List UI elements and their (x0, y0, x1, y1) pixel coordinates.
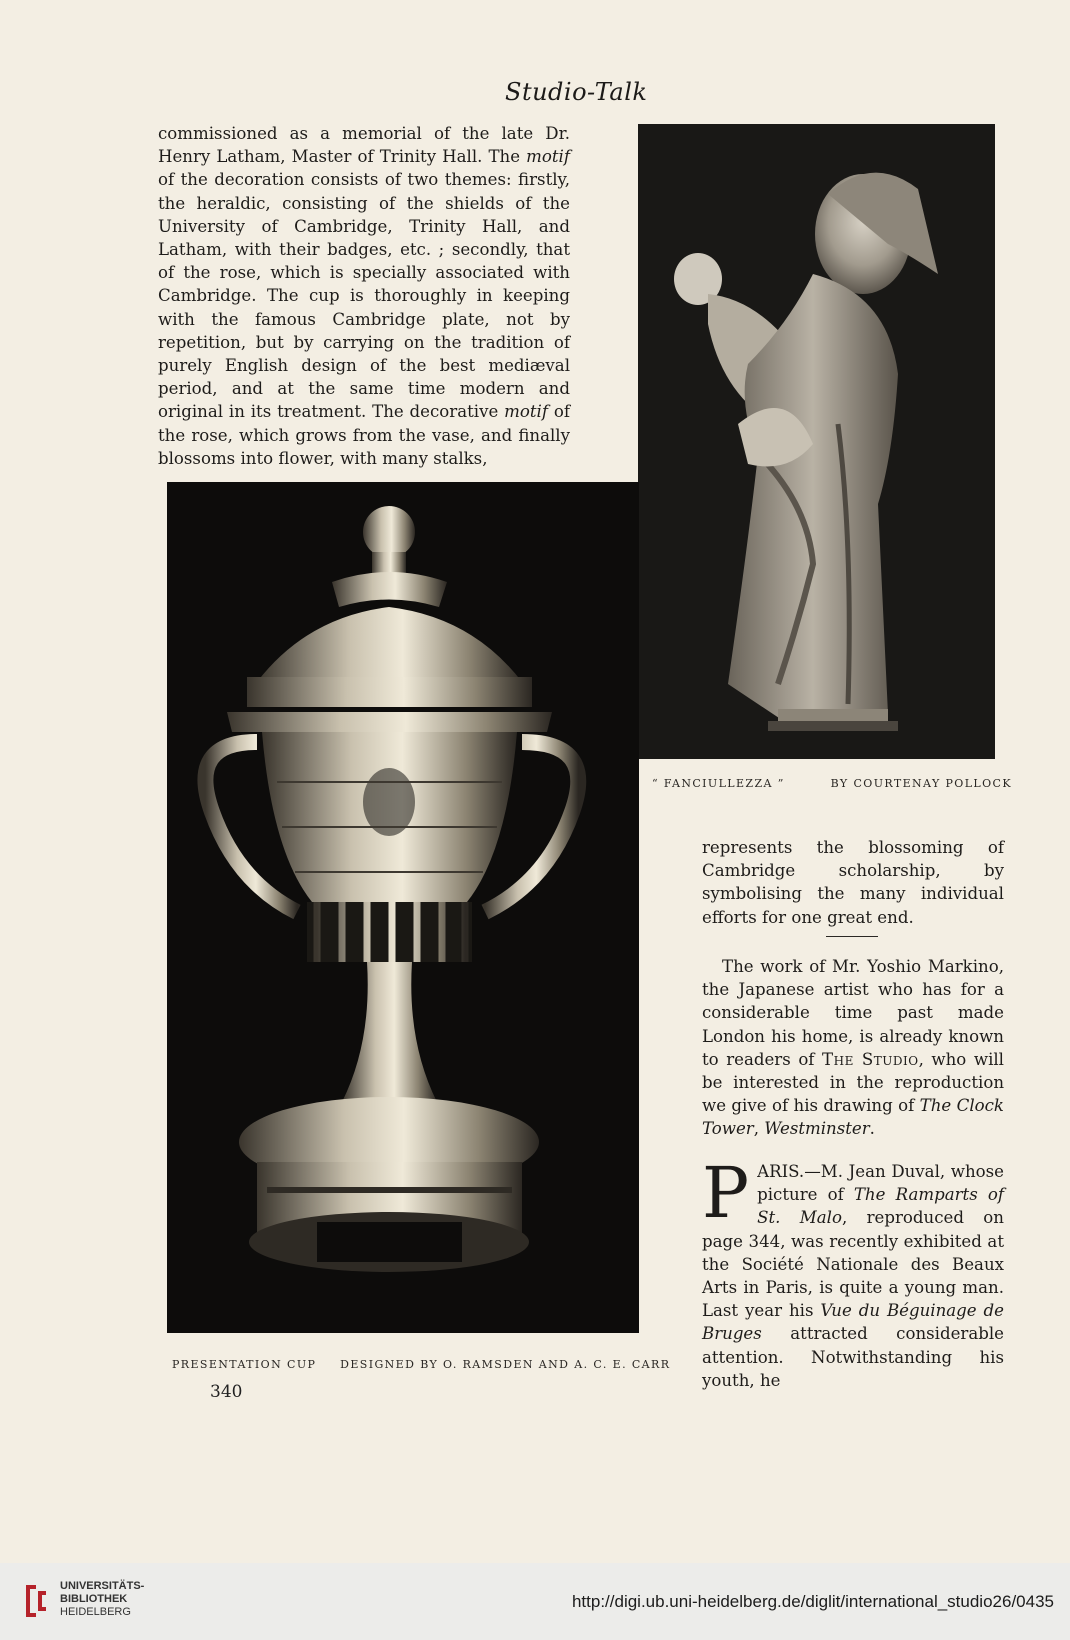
caption-fanciullezza-title: “ FANCIULLEZZA ” (652, 777, 785, 790)
text-column-right (702, 836, 1004, 929)
text-run: motif (526, 147, 570, 167)
photo-presentation-cup (167, 482, 639, 1333)
drop-cap: P (702, 1152, 750, 1234)
paragraph-memorial (158, 122, 570, 470)
caption-fanciullezza-credit: BY COURTENAY POLLOCK (830, 777, 1012, 790)
text-run: The work of Mr. Yoshio Markino, the Japanese artist who has for a considerable time past made London his home, is already known to readers of (702, 957, 1004, 1069)
paragraph-cambridge: represents the blossoming of Cambridge scholarship, by symbolising the many individual efforts for one great end. (702, 838, 1004, 927)
text-column-top-left (158, 122, 570, 470)
text-run: , reproduced on page 344, was recently exhibited at the Société Nationale des Beaux Arts in Paris, is quite a young man. Last year his (702, 1208, 1004, 1321)
text-run: The Clock Tower (702, 1096, 1004, 1139)
section-divider (826, 936, 878, 937)
paragraph-paris (702, 1152, 1004, 1392)
paragraph-markino (702, 955, 1004, 1141)
running-head: Studio-Talk (505, 78, 648, 106)
text-run: ARIS.—M. Jean Duval, whose picture of (757, 1162, 1004, 1205)
paragraph-markino-text (702, 955, 1004, 1141)
text-run: , (753, 1119, 765, 1139)
text-run: of the decoration consists of two themes: firstly, the heraldic, consisting of the shields of the University of Cambridge, Trinity Hall, and Latham, with their badges, etc. ; secondly, that of the rose, which is specially associated with Cambridge. The cup is thoroughly in keeping with the famous Cambridge plate, not by repetition, but by carrying on the tradition of purely English design of the best mediæval period, and at the same time modern and original in its treatment. The decorative (158, 170, 570, 422)
caption-cup-title: PRESENTATION CUP (172, 1358, 317, 1371)
caption-presentation-cup (172, 1358, 670, 1371)
text-run: of the rose, which grows from the vase, and finally blossoms into flower, with many stalks, (158, 402, 570, 468)
text-run: , who will be interested in the reproduction we give of his drawing of (702, 1049, 1004, 1116)
text-run: motif (504, 402, 548, 422)
caption-cup-credit: DESIGNED BY O. RAMSDEN AND A. C. E. CARR (340, 1358, 671, 1371)
paragraph-paris-text (702, 1152, 1004, 1392)
caption-fanciullezza (652, 777, 1012, 790)
page-number: 340 (210, 1382, 243, 1402)
text-run: attracted considerable attention. Notwithstanding his youth, he (702, 1324, 1004, 1390)
cup-illustration (167, 482, 639, 1333)
statue-illustration (638, 124, 995, 759)
text-run: The Ramparts of St. Malo (757, 1185, 1004, 1228)
text-run: . (869, 1119, 875, 1139)
source-url-link[interactable]: http://digi.ub.uni-heidelberg.de/diglit/international_studio26/0435 (571, 1592, 1054, 1611)
text-run: The Studio (822, 1049, 919, 1069)
text-run: Vue du Béguinage de Bruges (702, 1301, 1004, 1344)
library-footer (0, 1563, 1070, 1640)
photo-fanciullezza-statue (638, 124, 995, 759)
text-run: Westminster (764, 1119, 870, 1139)
text-run: commissioned as a memorial of the late Dr. Henry Latham, Master of Trinity Hall. The (158, 124, 570, 167)
library-name: UNIVERSITÄTS- BIBLIOTHEK HEIDELBERG (60, 1580, 145, 1618)
library-logo-icon (22, 1581, 50, 1621)
